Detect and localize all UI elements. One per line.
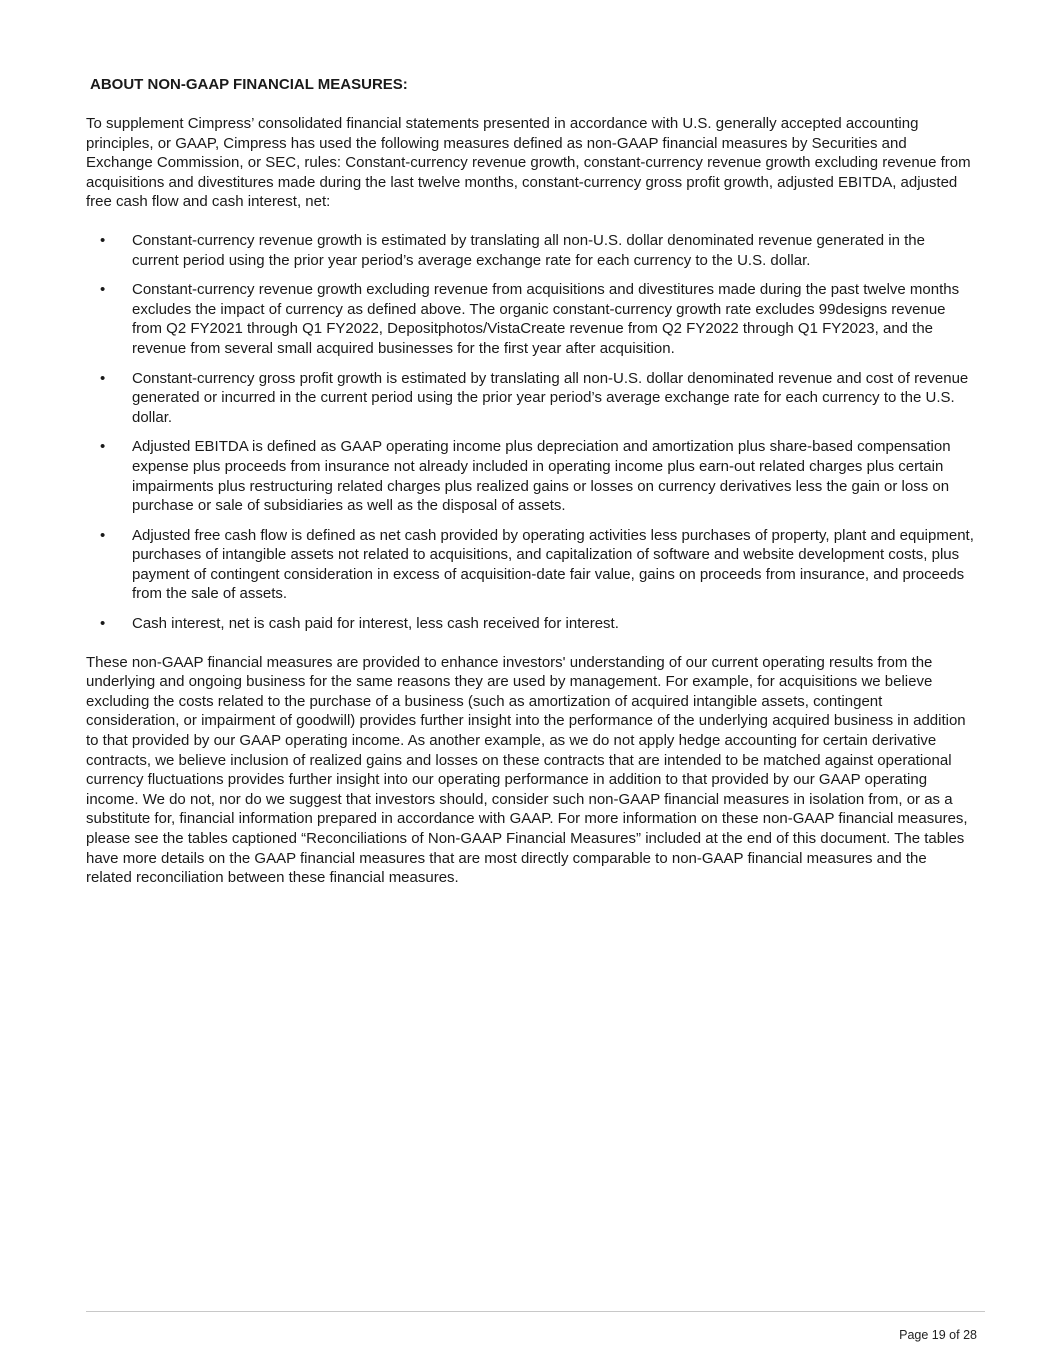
list-item [86, 231, 974, 270]
list-item [86, 437, 974, 515]
list-item [86, 369, 974, 428]
list-item-text: Constant-currency gross profit growth is estimated by translating all non-U.S. dollar denominated revenue and cost of revenue generated or incurred in the current period using the prior year period’s average exchange rate for each currency to the U.S. dollar. [132, 369, 969, 426]
closing-paragraph: These non-GAAP financial measures are provided to enhance investors' understanding of our current operating results from the underlying and ongoing business for the same reasons they are used by management. For example, for acquisitions we believe excluding the costs related to the purchase of a business (such as amortization of acquired intangible assets, contingent consideration, or impairment of goodwill) provides further insight into the performance of the underlying acquired business in addition to that provided by our GAAP operating income. As another example, as we do not apply hedge accounting for certain derivative contracts, we believe inclusion of realized gains and losses on these contracts that are intended to be matched against operational currency fluctuations provides further insight into our operating performance in addition to that provided by our GAAP operating income. We do not, nor do we suggest that investors should, consider such non-GAAP financial measures in isolation from, or as a substitute for, financial information prepared in accordance with GAAP. For more information on these non-GAAP financial measures, please see the tables captioned “Reconciliations of Non-GAAP Financial Measures” included at the end of this document. The tables have more details on the GAAP financial measures that are most directly comparable to non-GAAP financial measures and the related reconciliation between these financial measures. [86, 653, 968, 887]
bullet-icon: • [100, 231, 106, 249]
list-item [86, 614, 974, 634]
bullet-icon: • [100, 369, 106, 387]
bullet-icon: • [100, 615, 106, 633]
section-heading: ABOUT NON-GAAP FINANCIAL MEASURES: [90, 76, 408, 93]
page-number: Page 19 of 28 [899, 1328, 977, 1342]
list-item-text: Constant-currency revenue growth is estimated by translating all non-U.S. dollar denominated revenue generated in the current period using the prior year period’s average exchange rate for each currency to the U.S. dollar. [132, 231, 925, 269]
list-item-text: Adjusted EBITDA is defined as GAAP operating income plus depreciation and amortization plus share-based compensation expense plus proceeds from insurance not already included in operating income plus earn-out related charges plus certain impairments plus restructuring related charges plus realized gains or losses on currency derivatives less the gain or loss on purchase or sale of subsidiaries as well as the disposal of assets. [132, 438, 951, 515]
list-item-text: Constant-currency revenue growth excluding revenue from acquisitions and divestitures made during the past twelve months excludes the impact of currency as defined above. The organic constant-currency growth rate excludes 99designs revenue from Q2 FY2021 through Q1 FY2022, Depositphotos/VistaCreate revenue from Q2 FY2022 through Q1 FY2023, and the revenue from several small acquired businesses for the first year after acquisition. [132, 281, 960, 357]
list-item [86, 526, 974, 604]
measures-list [86, 231, 974, 634]
bullet-icon: • [100, 438, 106, 456]
bullet-icon: • [100, 526, 106, 544]
intro-paragraph: To supplement Cimpress’ consolidated financial statements presented in accordance with U.S. generally accepted accounting principles, or GAAP, Cimpress has used the following measures defined as non-GAAP financial measures by Securities and Exchange Commission, or SEC, rules: Constant-currency revenue growth, constant-currency revenue growth excluding revenue from acquisitions and divestitures made during the last twelve months, constant-currency gross profit growth, adjusted EBITDA, adjusted free cash flow and cash interest, net: [86, 115, 971, 211]
list-item [86, 280, 974, 358]
bullet-icon: • [100, 281, 106, 299]
list-item-text: Adjusted free cash flow is defined as net cash provided by operating activities less purchases of property, plant and equipment, purchases of intangible assets not related to acquisitions, and capitalization of software and website development costs, plus payment of contingent consideration in excess of acquisition-date fair value, gains on proceeds from insurance, and proceeds from the sale of assets. [132, 526, 974, 603]
list-item-text: Cash interest, net is cash paid for interest, less cash received for interest. [132, 615, 619, 633]
document-body [86, 114, 974, 888]
footer-divider [86, 1311, 985, 1312]
